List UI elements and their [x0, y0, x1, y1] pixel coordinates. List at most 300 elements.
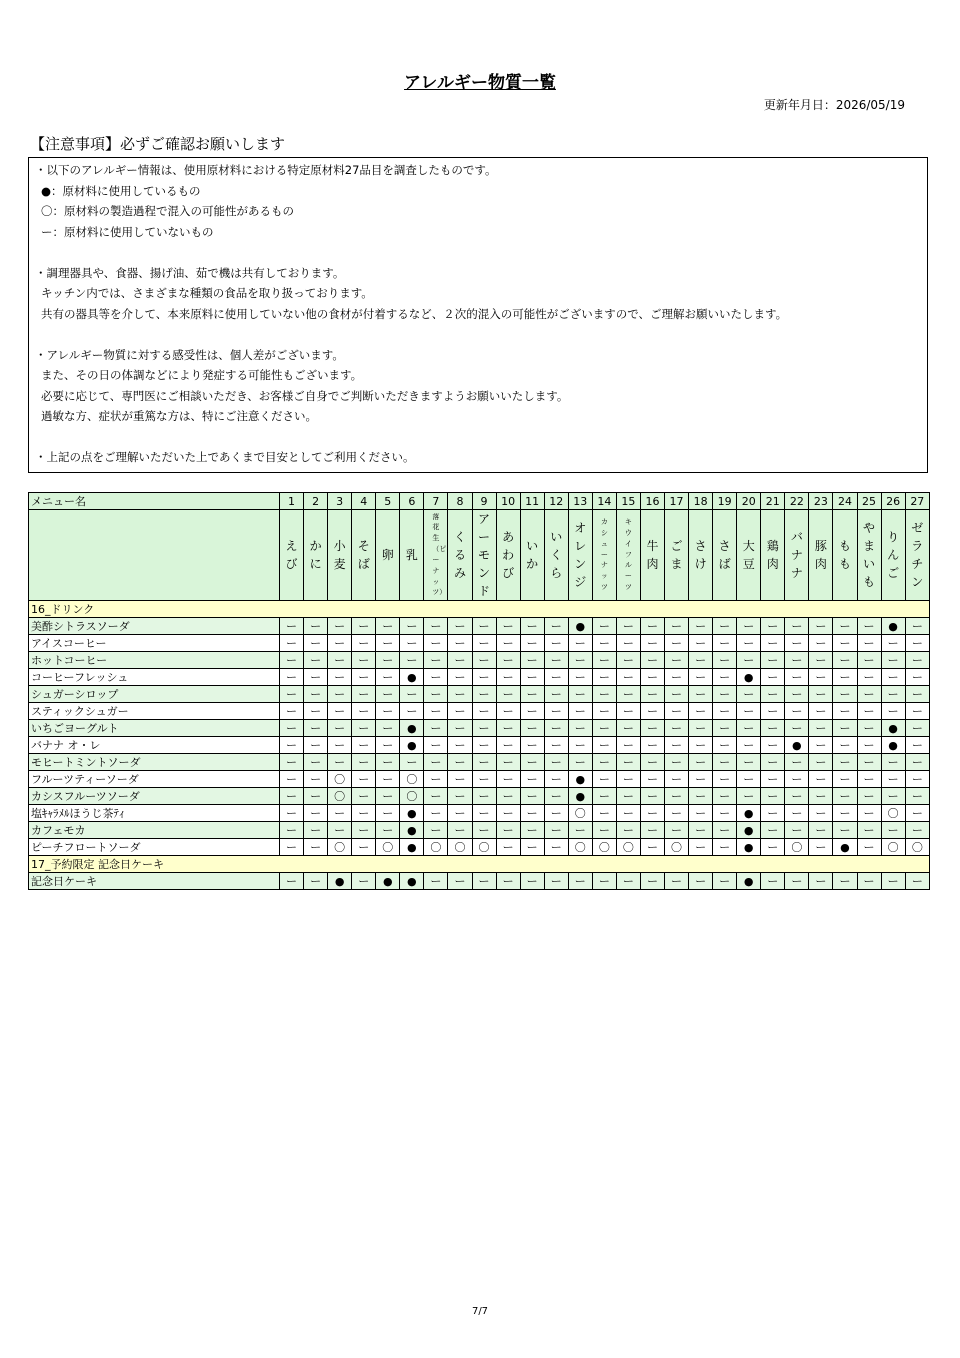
not-used-mark: ー	[911, 670, 923, 684]
allergen-cell	[424, 618, 448, 635]
allergen-cell	[448, 703, 472, 720]
allergen-cell	[689, 669, 713, 686]
allergen-cell	[833, 873, 857, 890]
allergen-cell	[520, 618, 544, 635]
allergen-name: さば	[718, 539, 731, 571]
not-used-mark: ー	[574, 755, 586, 769]
allergen-cell	[400, 652, 424, 669]
not-used-mark: ー	[646, 772, 658, 786]
allergen-cell	[761, 618, 785, 635]
not-used-mark: ー	[358, 738, 370, 752]
allergen-cell	[568, 788, 592, 805]
not-used-mark: ー	[598, 806, 610, 820]
allergen-cell	[568, 669, 592, 686]
allergen-number: 3	[328, 493, 352, 510]
allergen-cell	[689, 720, 713, 737]
not-used-mark: ー	[839, 670, 851, 684]
not-used-mark: ー	[526, 636, 538, 650]
allergen-number: 9	[472, 493, 496, 510]
allergen-cell	[785, 771, 809, 788]
not-used-mark: ー	[839, 755, 851, 769]
allergen-cell	[809, 839, 833, 856]
not-used-mark: ー	[887, 755, 899, 769]
not-used-mark: ー	[574, 653, 586, 667]
allergen-cell	[304, 720, 328, 737]
allergen-cell	[809, 771, 833, 788]
allergen-name-cell	[328, 510, 352, 601]
allergen-number: 21	[761, 493, 785, 510]
allergen-cell	[809, 703, 833, 720]
not-used-mark: ー	[887, 823, 899, 837]
allergen-cell	[833, 805, 857, 822]
not-used-mark: ー	[334, 755, 346, 769]
not-used-mark: ー	[502, 636, 514, 650]
allergen-cell	[400, 618, 424, 635]
allergen-cell	[785, 873, 809, 890]
allergen-cell	[376, 635, 400, 652]
not-used-mark: ー	[478, 619, 490, 633]
not-used-mark: ー	[719, 772, 731, 786]
allergen-cell	[833, 737, 857, 754]
allergen-cell	[785, 703, 809, 720]
not-used-mark: ー	[622, 789, 634, 803]
allergen-cell	[761, 822, 785, 839]
allergen-cell	[376, 652, 400, 669]
not-used-mark: ー	[406, 755, 418, 769]
not-used-mark: ー	[454, 636, 466, 650]
allergen-cell	[376, 737, 400, 754]
contains-mark: ●	[407, 823, 417, 837]
allergen-cell	[640, 754, 664, 771]
allergen-cell	[424, 652, 448, 669]
allergen-cell	[833, 686, 857, 703]
not-used-mark: ー	[382, 721, 394, 735]
allergen-cell	[496, 652, 520, 669]
allergen-cell	[665, 805, 689, 822]
not-used-mark: ー	[671, 687, 683, 701]
allergen-cell	[737, 873, 761, 890]
allergen-cell	[592, 618, 616, 635]
allergen-name-cell	[689, 510, 713, 601]
allergen-cell	[761, 754, 785, 771]
not-used-mark: ー	[719, 704, 731, 718]
not-used-mark: ー	[598, 789, 610, 803]
allergen-cell	[616, 737, 640, 754]
allergen-cell	[592, 737, 616, 754]
allergen-cell	[881, 669, 905, 686]
allergen-name-cell	[520, 510, 544, 601]
allergen-cell	[809, 618, 833, 635]
not-used-mark: ー	[863, 619, 875, 633]
not-used-mark: ー	[430, 670, 442, 684]
not-used-mark: ー	[358, 687, 370, 701]
menu-name: アイスコーヒー	[29, 635, 280, 652]
may-contain-mark: 〇	[574, 840, 586, 854]
not-used-mark: ー	[743, 704, 755, 718]
not-used-mark: ー	[671, 772, 683, 786]
allergen-name: バナナ	[790, 530, 803, 580]
not-used-mark: ー	[791, 772, 803, 786]
allergen-cell	[304, 669, 328, 686]
allergen-cell	[665, 686, 689, 703]
allergen-cell	[280, 805, 304, 822]
allergen-cell	[568, 635, 592, 652]
allergen-cell	[328, 720, 352, 737]
allergen-name-cell	[544, 510, 568, 601]
allergen-cell	[761, 720, 785, 737]
not-used-mark: ー	[815, 755, 827, 769]
allergen-cell	[592, 669, 616, 686]
not-used-mark: ー	[574, 721, 586, 735]
not-used-mark: ー	[550, 874, 562, 888]
category-label: 16_ドリンク	[29, 601, 930, 618]
not-used-mark: ー	[815, 772, 827, 786]
not-used-mark: ー	[719, 619, 731, 633]
allergen-cell	[448, 805, 472, 822]
not-used-mark: ー	[310, 789, 322, 803]
allergen-cell	[713, 652, 737, 669]
not-used-mark: ー	[358, 755, 370, 769]
contains-mark: ●	[575, 772, 586, 786]
not-used-mark: ー	[310, 874, 322, 888]
allergen-cell	[448, 635, 472, 652]
allergen-cell	[328, 686, 352, 703]
not-used-mark: ー	[887, 636, 899, 650]
allergen-cell	[568, 754, 592, 771]
allergen-cell	[785, 788, 809, 805]
not-used-mark: ー	[526, 772, 538, 786]
not-used-mark: ー	[310, 619, 322, 633]
allergen-cell	[544, 703, 568, 720]
not-used-mark: ー	[454, 772, 466, 786]
allergen-cell	[400, 669, 424, 686]
allergen-cell	[280, 618, 304, 635]
allergen-cell	[713, 788, 737, 805]
category-row	[29, 601, 930, 618]
not-used-mark: ー	[815, 806, 827, 820]
allergen-cell	[400, 771, 424, 788]
not-used-mark: ー	[286, 789, 298, 803]
allergen-cell	[352, 873, 376, 890]
allergen-cell	[472, 805, 496, 822]
not-used-mark: ー	[550, 687, 562, 701]
allergen-cell	[905, 669, 929, 686]
allergen-cell	[568, 771, 592, 788]
allergen-name-cell	[640, 510, 664, 601]
not-used-mark: ー	[358, 840, 370, 854]
allergen-name: 乳	[405, 548, 418, 562]
allergen-cell	[665, 618, 689, 635]
not-used-mark: ー	[646, 636, 658, 650]
not-used-mark: ー	[719, 874, 731, 888]
number-header-row	[29, 493, 930, 510]
not-used-mark: ー	[598, 772, 610, 786]
not-used-mark: ー	[430, 806, 442, 820]
not-used-mark: ー	[526, 874, 538, 888]
allergen-cell	[352, 771, 376, 788]
allergen-name: いか	[526, 539, 539, 571]
not-used-mark: ー	[502, 738, 514, 752]
not-used-mark: ー	[454, 653, 466, 667]
not-used-mark: ー	[454, 755, 466, 769]
allergen-cell	[833, 839, 857, 856]
not-used-mark: ー	[502, 687, 514, 701]
allergen-cell	[833, 618, 857, 635]
allergen-name: 豚肉	[814, 539, 827, 571]
allergen-cell	[737, 669, 761, 686]
allergen-cell	[616, 805, 640, 822]
allergen-cell	[448, 822, 472, 839]
allergen-cell	[328, 635, 352, 652]
allergen-cell	[544, 618, 568, 635]
notice-line: 〇：原材料の製造過程で混入の可能性があるもの	[41, 204, 294, 218]
not-used-mark: ー	[695, 636, 707, 650]
not-used-mark: ー	[478, 772, 490, 786]
not-used-mark: ー	[286, 721, 298, 735]
allergen-cell	[496, 822, 520, 839]
allergen-cell	[280, 737, 304, 754]
not-used-mark: ー	[646, 840, 658, 854]
not-used-mark: ー	[911, 772, 923, 786]
not-used-mark: ー	[671, 874, 683, 888]
allergen-cell	[520, 635, 544, 652]
not-used-mark: ー	[454, 619, 466, 633]
allergen-cell	[544, 771, 568, 788]
allergen-cell	[809, 737, 833, 754]
allergen-cell	[544, 652, 568, 669]
not-used-mark: ー	[743, 772, 755, 786]
allergen-cell	[689, 652, 713, 669]
not-used-mark: ー	[502, 789, 514, 803]
allergen-cell	[809, 788, 833, 805]
allergen-cell	[857, 618, 881, 635]
allergen-cell	[809, 873, 833, 890]
allergen-cell	[857, 873, 881, 890]
allergen-name-cell	[280, 510, 304, 601]
allergen-cell	[304, 839, 328, 856]
allergen-cell	[376, 703, 400, 720]
allergen-cell	[544, 873, 568, 890]
allergen-cell	[424, 686, 448, 703]
allergen-cell	[640, 788, 664, 805]
allergen-cell	[761, 771, 785, 788]
allergen-cell	[665, 669, 689, 686]
allergen-cell	[905, 737, 929, 754]
allergen-cell	[376, 669, 400, 686]
allergen-cell	[905, 652, 929, 669]
allergen-cell	[376, 771, 400, 788]
allergen-cell	[280, 788, 304, 805]
contains-mark: ●	[743, 670, 754, 684]
not-used-mark: ー	[430, 772, 442, 786]
allergen-cell	[352, 652, 376, 669]
allergen-cell	[809, 754, 833, 771]
allergen-cell	[472, 703, 496, 720]
notice-line: 過敏な方、症状が重篤な方は、特にご注意ください。	[41, 409, 317, 423]
not-used-mark: ー	[310, 840, 322, 854]
allergen-cell	[352, 720, 376, 737]
not-used-mark: ー	[334, 823, 346, 837]
allergen-cell	[737, 754, 761, 771]
not-used-mark: ー	[911, 823, 923, 837]
not-used-mark: ー	[430, 704, 442, 718]
not-used-mark: ー	[839, 704, 851, 718]
not-used-mark: ー	[671, 721, 683, 735]
allergen-cell	[713, 635, 737, 652]
not-used-mark: ー	[526, 704, 538, 718]
not-used-mark: ー	[743, 721, 755, 735]
allergen-number: 18	[689, 493, 713, 510]
allergen-cell	[809, 635, 833, 652]
allergen-cell	[689, 686, 713, 703]
allergen-cell	[400, 873, 424, 890]
not-used-mark: ー	[791, 619, 803, 633]
allergen-number: 4	[352, 493, 376, 510]
allergen-cell	[304, 754, 328, 771]
not-used-mark: ー	[815, 738, 827, 752]
not-used-mark: ー	[598, 721, 610, 735]
not-used-mark: ー	[334, 687, 346, 701]
not-used-mark: ー	[815, 823, 827, 837]
allergen-cell	[737, 737, 761, 754]
contains-mark: ●	[792, 738, 802, 752]
not-used-mark: ー	[478, 806, 490, 820]
allergen-name-cell	[448, 510, 472, 601]
allergen-number: 27	[905, 493, 929, 510]
not-used-mark: ー	[526, 687, 538, 701]
allergen-cell	[905, 788, 929, 805]
allergen-number: 20	[737, 493, 761, 510]
allergen-cell	[785, 635, 809, 652]
allergen-cell	[328, 652, 352, 669]
allergen-cell	[689, 805, 713, 822]
menu-name: コーヒーフレッシュ	[29, 669, 280, 686]
notice-line: 必要に応じて、専門医にご相談いただき、お客様ご自身でご判断いただきますようお願いいたします。	[41, 388, 569, 403]
contains-mark: ●	[407, 874, 417, 888]
menu-name: 塩ｷｬﾗﾒﾙほうじ茶ﾃｨ	[29, 805, 280, 822]
not-used-mark: ー	[334, 738, 346, 752]
allergen-cell	[905, 703, 929, 720]
allergen-name: あわび	[502, 530, 515, 580]
allergen-cell	[785, 652, 809, 669]
allergen-cell	[304, 822, 328, 839]
not-used-mark: ー	[310, 738, 322, 752]
allergen-cell	[424, 873, 448, 890]
allergen-cell	[448, 686, 472, 703]
may-contain-mark: 〇	[622, 840, 634, 854]
allergen-cell	[857, 771, 881, 788]
not-used-mark: ー	[598, 670, 610, 684]
allergen-cell	[352, 635, 376, 652]
allergen-cell	[376, 822, 400, 839]
allergen-cell	[857, 652, 881, 669]
allergen-cell	[833, 771, 857, 788]
table-row	[29, 805, 930, 822]
allergen-cell	[833, 788, 857, 805]
allergen-cell	[448, 873, 472, 890]
not-used-mark: ー	[863, 653, 875, 667]
not-used-mark: ー	[719, 653, 731, 667]
allergen-cell	[689, 618, 713, 635]
not-used-mark: ー	[430, 823, 442, 837]
allergen-cell	[400, 754, 424, 771]
not-used-mark: ー	[598, 636, 610, 650]
not-used-mark: ー	[622, 704, 634, 718]
not-used-mark: ー	[671, 704, 683, 718]
may-contain-mark: 〇	[574, 806, 586, 820]
notice-box	[28, 157, 928, 473]
allergen-cell	[881, 873, 905, 890]
allergen-cell	[376, 686, 400, 703]
not-used-mark: ー	[478, 704, 490, 718]
allergen-cell	[568, 703, 592, 720]
allergen-cell	[352, 737, 376, 754]
not-used-mark: ー	[695, 653, 707, 667]
may-contain-mark: 〇	[334, 789, 346, 803]
allergen-name: えび	[285, 539, 298, 571]
allergen-cell	[400, 720, 424, 737]
not-used-mark: ー	[526, 721, 538, 735]
table-row	[29, 635, 930, 652]
not-used-mark: ー	[887, 704, 899, 718]
not-used-mark: ー	[430, 789, 442, 803]
allergen-name-cell	[304, 510, 328, 601]
not-used-mark: ー	[502, 755, 514, 769]
allergen-cell	[640, 737, 664, 754]
allergen-cell	[448, 737, 472, 754]
allergen-cell	[376, 618, 400, 635]
allergen-cell	[857, 635, 881, 652]
allergen-cell	[400, 703, 424, 720]
not-used-mark: ー	[574, 687, 586, 701]
not-used-mark: ー	[382, 738, 394, 752]
not-used-mark: ー	[430, 874, 442, 888]
allergen-cell	[689, 635, 713, 652]
allergen-cell	[616, 669, 640, 686]
not-used-mark: ー	[550, 789, 562, 803]
not-used-mark: ー	[382, 789, 394, 803]
allergen-cell	[881, 754, 905, 771]
allergen-name-cell	[472, 510, 496, 601]
allergen-cell	[905, 635, 929, 652]
allergen-cell	[568, 618, 592, 635]
not-used-mark: ー	[911, 636, 923, 650]
allergen-name-cell	[665, 510, 689, 601]
not-used-mark: ー	[839, 653, 851, 667]
allergen-cell	[785, 839, 809, 856]
menu-name: 記念日ケーキ	[29, 873, 280, 890]
allergen-cell	[833, 822, 857, 839]
allergen-cell	[520, 652, 544, 669]
not-used-mark: ー	[478, 670, 490, 684]
allergen-number: 15	[616, 493, 640, 510]
not-used-mark: ー	[887, 670, 899, 684]
allergen-cell	[905, 720, 929, 737]
not-used-mark: ー	[719, 636, 731, 650]
menu-name: シュガーシロップ	[29, 686, 280, 703]
allergen-cell	[857, 737, 881, 754]
allergen-cell	[544, 839, 568, 856]
may-contain-mark: 〇	[334, 840, 346, 854]
not-used-mark: ー	[815, 874, 827, 888]
not-used-mark: ー	[671, 670, 683, 684]
not-used-mark: ー	[695, 772, 707, 786]
may-contain-mark: 〇	[382, 840, 394, 854]
not-used-mark: ー	[791, 806, 803, 820]
allergen-cell	[472, 788, 496, 805]
allergen-number: 10	[496, 493, 520, 510]
allergen-cell	[280, 873, 304, 890]
